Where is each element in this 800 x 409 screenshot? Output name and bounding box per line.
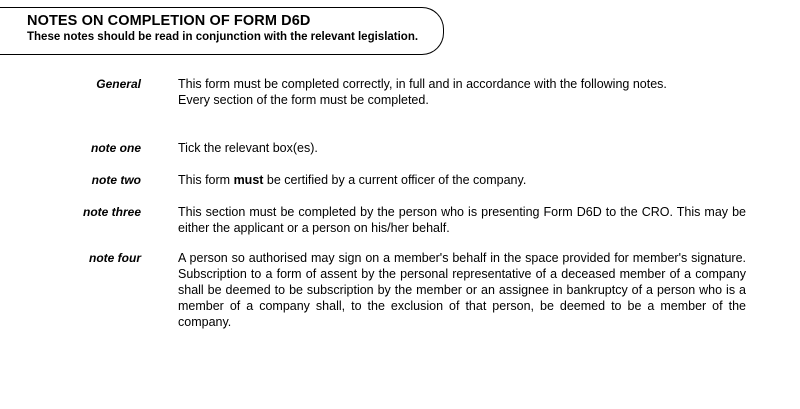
note-text-one: Tick the relevant box(es).	[178, 141, 318, 155]
note-text-general	[178, 76, 746, 108]
note-label-three: note three	[82, 205, 141, 219]
note-label-one: note one	[91, 141, 141, 155]
page-title: NOTES ON COMPLETION OF FORM D6D	[27, 13, 311, 29]
note-label-two: note two	[91, 173, 141, 187]
note-two-emphasis: must	[233, 173, 264, 187]
note-two-text-before: This form	[178, 173, 234, 187]
note-label-four: note four	[89, 251, 141, 265]
note-label-general: General	[96, 77, 141, 91]
note-general-line-1: This form must be completed correctly, in full and in accordance with the following notes.	[178, 77, 667, 91]
page-subtitle: These notes should be read in conjunction with the relevant legislation.	[27, 31, 419, 43]
note-general-line-2: Every section of the form must be completed.	[178, 93, 429, 107]
note-text-three: This section must be completed by the person who is presenting Form D6D to the CRO. This may be either the applicant or a person on his/her behalf.	[178, 205, 746, 235]
note-text-two	[178, 172, 746, 188]
note-text-four: A person so authorised may sign on a member's behalf in the space provided for member's signature. Subscription to a form of assent by the personal representative of a deceased member of a company shall be deemed to be subscription by the member or an assignee in bankruptcy of a person who is a member of a company shall, to the exclusion of that person, be deemed to be a member of the company.	[178, 251, 746, 329]
note-two-text-after: be certified by a current officer of the company.	[263, 173, 527, 187]
